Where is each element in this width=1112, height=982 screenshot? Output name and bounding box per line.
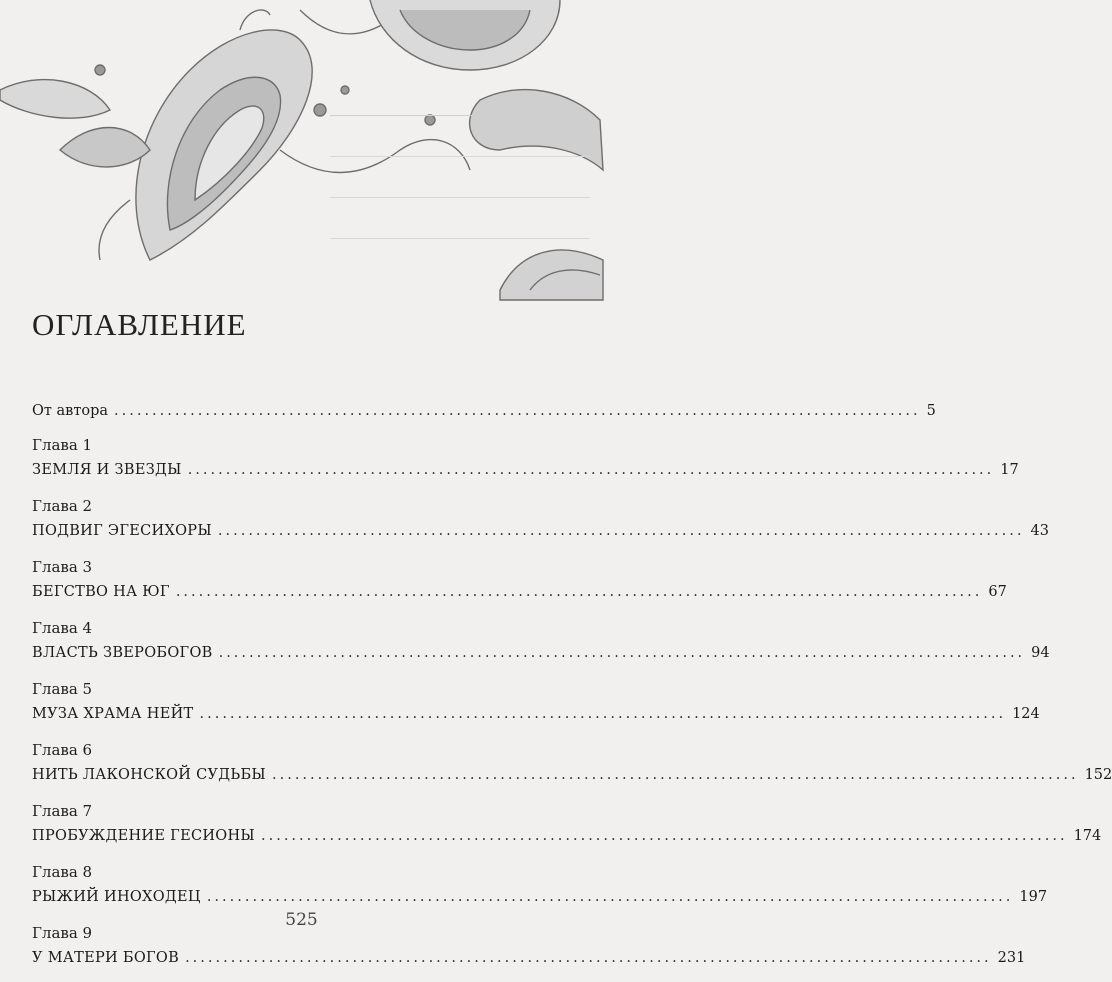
chapter-page: 124 [1012, 706, 1040, 722]
chapter-page: 67 [988, 584, 1007, 600]
chapter-page: 231 [997, 950, 1026, 966]
chapter-page: 43 [1030, 523, 1049, 539]
chapter-page: 94 [1031, 645, 1050, 661]
chapter-label: Глава 5 [32, 680, 93, 698]
chapter-title: МУЗА ХРАМА НЕЙТ [32, 706, 194, 722]
toc-entry-chapter-8 [32, 860, 1048, 910]
page-title: ОГЛАВЛЕНИЕ [32, 307, 247, 342]
chapter-label: Глава 3 [32, 558, 93, 576]
chapter-page: 17 [1000, 462, 1019, 478]
toc-row [32, 457, 1019, 483]
dot-leader: .......................................................................................................... [272, 767, 1079, 783]
chapter-title: БЕГСТВО НА ЮГ [32, 584, 170, 600]
toc-entry-chapter-2 [32, 494, 1049, 544]
toc-entry-chapter-6 [32, 738, 1112, 788]
chapter-title: ЗЕМЛЯ И ЗВЕЗДЫ [32, 462, 182, 478]
dot-leader: .......................................................................................................... [217, 523, 1025, 539]
chapter-label: Глава 1 [32, 436, 93, 454]
toc-entry-foreword [32, 398, 936, 424]
chapter-page: 152 [1084, 767, 1112, 783]
dot-leader: .......................................................................................................... [185, 950, 992, 966]
toc-entry-chapter-1 [32, 433, 1019, 483]
chapter-page: 174 [1073, 828, 1102, 844]
toc-entry-chapter-7 [32, 799, 1102, 849]
chapter-title: ПРОБУЖДЕНИЕ ГЕСИОНЫ [32, 828, 255, 844]
toc-entry-chapter-4 [32, 616, 1050, 666]
dot-leader: .......................................................................................................... [261, 828, 1068, 844]
toc-entry-chapter-5 [32, 677, 1040, 727]
toc-entry-chapter-3 [32, 555, 1007, 605]
page-number: 525 [285, 910, 318, 930]
chapter-label: Глава 4 [32, 619, 93, 637]
dot-leader: .......................................................................................................... [114, 403, 921, 419]
toc-page: 5 [926, 403, 936, 419]
toc-row [32, 762, 1112, 788]
dot-leader: .......................................................................................................... [206, 889, 1014, 905]
chapter-title: ВЛАСТЬ ЗВЕРОБОГОВ [32, 645, 213, 661]
show-through-texture [330, 95, 590, 239]
dot-leader: .......................................................................................................... [218, 645, 1026, 661]
toc-row [32, 398, 936, 424]
chapter-title: НИТЬ ЛАКОНСКОЙ СУДЬБЫ [32, 767, 266, 783]
toc-row [32, 579, 1007, 605]
toc-title: От автора [32, 403, 109, 419]
chapter-title: У МАТЕРИ БОГОВ [32, 950, 180, 966]
toc-row [32, 945, 1026, 971]
toc-row [32, 823, 1102, 849]
chapter-label: Глава 7 [32, 802, 93, 820]
toc-row [32, 884, 1048, 910]
chapter-title: ПОДВИГ ЭГЕСИХОРЫ [32, 523, 212, 539]
chapter-label: Глава 6 [32, 741, 93, 759]
chapter-label: Глава 8 [32, 863, 93, 881]
toc-row [32, 701, 1040, 727]
dot-leader: .......................................................................................................... [175, 584, 983, 600]
dot-leader: .......................................................................................................... [187, 462, 995, 478]
dot-leader: .......................................................................................................... [199, 706, 1007, 722]
chapter-label: Глава 9 [32, 924, 93, 942]
table-of-contents [32, 398, 1112, 982]
toc-row [32, 518, 1049, 544]
chapter-label: Глава 2 [32, 497, 93, 515]
toc-row [32, 640, 1050, 666]
chapter-page: 197 [1019, 889, 1048, 905]
chapter-title: РЫЖИЙ ИНОХОДЕЦ [32, 889, 201, 905]
